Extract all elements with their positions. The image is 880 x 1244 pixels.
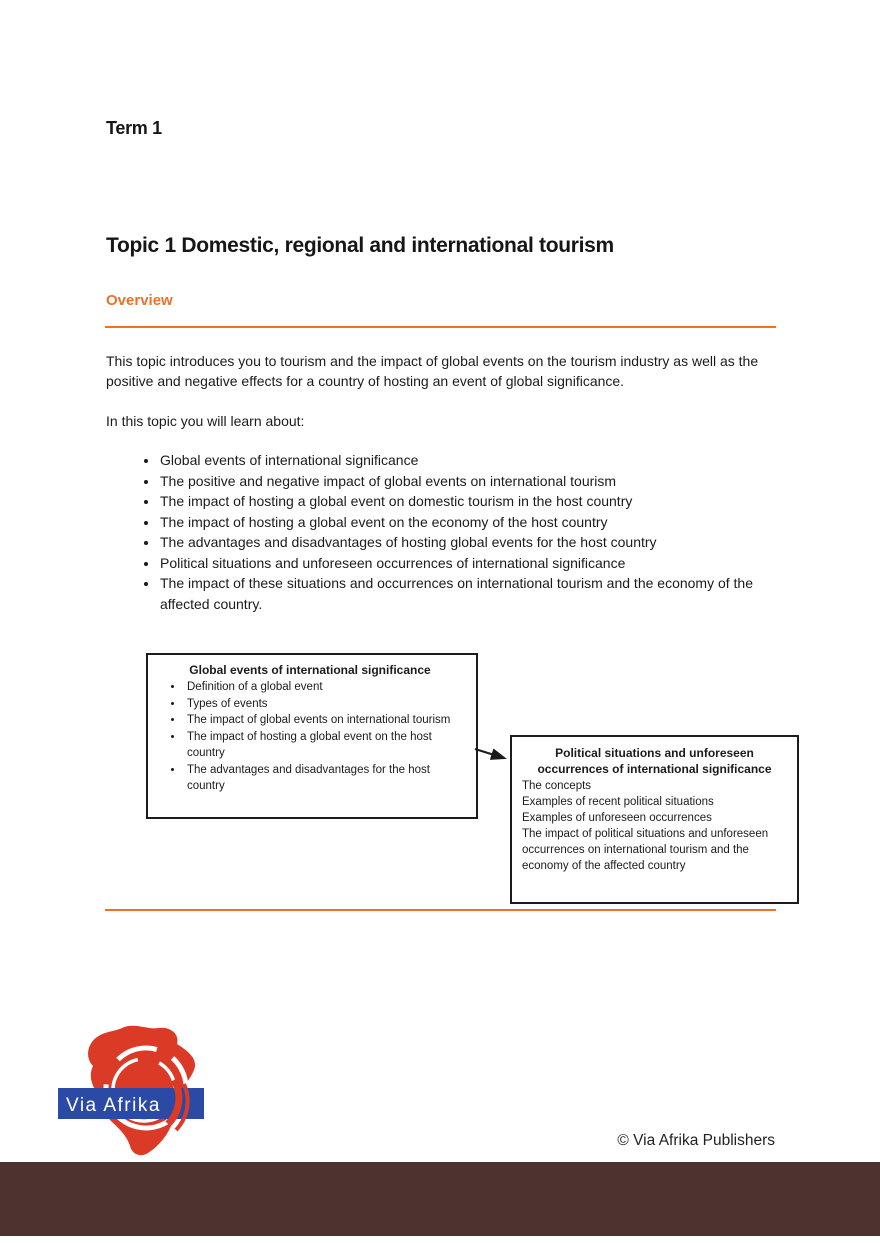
copyright-text: © Via Afrika Publishers [617, 1132, 775, 1149]
list-item: • The impact of hosting a global event on the economy of the host country [159, 512, 796, 533]
orange-divider-top [105, 326, 776, 328]
topic-title: Topic 1 Domestic, regional and international tourism [106, 234, 614, 257]
intro-paragraph: This topic introduces you to tourism and the impact of global events on the tourism industry as well as the positive and negative effects for a country of hosting an event of global significance. [106, 353, 759, 389]
list-item: • Global events of international significance [159, 450, 796, 471]
list-item: • The impact of hosting a global event on the host country [184, 729, 468, 762]
diagram-box1-title: Global events of international significance [189, 663, 431, 677]
list-item: • The advantages and disadvantages for the host country [184, 762, 468, 795]
logo-wordmark: Via Afrika [66, 1095, 161, 1116]
list-item: • The advantages and disadvantages of hosting global events for the host country [159, 532, 796, 553]
diagram-box-political-situations [510, 735, 799, 904]
learn-intro-text: In this topic you will learn about: [106, 413, 305, 429]
list-item: Examples of unforeseen occurrences [522, 812, 712, 824]
diagram-box-global-events [146, 653, 478, 819]
diagram-box1-list [152, 679, 468, 795]
learn-objectives-list [106, 450, 796, 614]
list-item: • Definition of a global event [184, 679, 468, 696]
footer-bar [0, 1162, 880, 1236]
list-item: • The impact of these situations and occurrences on international tourism and the economy of the affected country. [159, 573, 796, 614]
diagram-box2-title: Political situations and unforeseen occurrences of international significance [537, 746, 772, 776]
via-afrika-logo [56, 1018, 216, 1158]
list-item: • The impact of hosting a global event on domestic tourism in the host country [159, 491, 796, 512]
list-item: The concepts [522, 780, 592, 792]
list-item: • The positive and negative impact of global events on international tourism [159, 471, 796, 492]
diagram-box2-lines [522, 778, 787, 874]
list-item: Examples of recent political situations [522, 796, 714, 808]
list-item: • Types of events [184, 696, 468, 713]
list-item: • Political situations and unforeseen occurrences of international significance [159, 553, 796, 574]
term-heading: Term 1 [106, 118, 162, 138]
overview-heading: Overview [106, 292, 173, 309]
list-item: • The impact of global events on international tourism [184, 712, 468, 729]
orange-divider-bottom [105, 909, 776, 911]
list-item: The impact of political situations and unforeseen occurrences on international tourism and the economy of the affected country [522, 828, 769, 872]
